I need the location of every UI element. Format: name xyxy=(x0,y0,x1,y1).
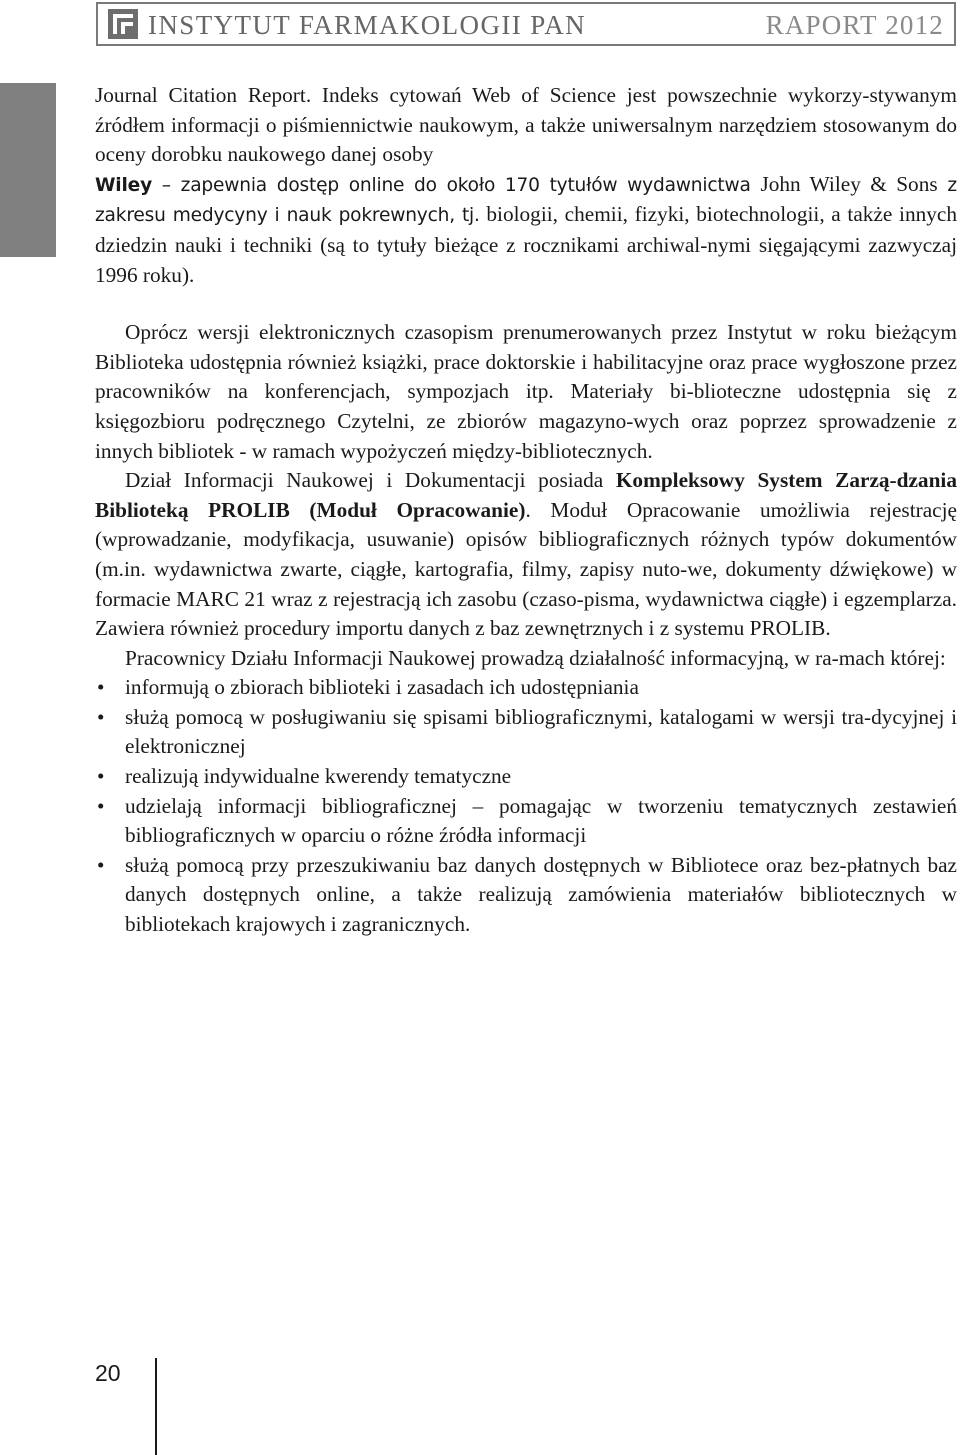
header-title: INSTYTUT FARMAKOLOGII PAN xyxy=(148,10,587,40)
list-item-text: służą pomocą w posługiwaniu się spisami bibliograficznymi, katalogami w wersji tra-dycyjnej i elektronicznej xyxy=(125,704,957,759)
list-item xyxy=(95,762,957,792)
paragraph-prolib xyxy=(95,466,957,644)
list-item-text: informują o zbiorach biblioteki i zasadach ich udostępniania xyxy=(125,675,639,700)
list-item-text: służą pomocą przy przeszukiwaniu baz danych dostępnych w Bibliotece oraz bez-płatnych baz danych dostępnych online, a także realizują zamówienia materiałów bibliotecznych w bibliotekach krajowych i zagranicznych. xyxy=(125,852,957,937)
paragraph-journal-citation xyxy=(95,81,957,290)
page-header xyxy=(96,2,956,46)
prolib-bold-term: Kompleksowy System Zarzą-dzania Biblioteką PROLIB (Moduł Opracowanie) xyxy=(95,468,957,522)
paragraph-text: Dział Informacji Naukowej i Dokumentacji posiada xyxy=(125,468,616,493)
bullet-icon: • xyxy=(97,675,105,700)
paragraph-text: – zapewnia dostęp online do około 170 tytułów wydawnictwa xyxy=(152,174,761,196)
activities-list xyxy=(95,673,957,939)
paragraph-text: . Moduł Opracowanie umożliwia rejestrację (wprowadzanie, modyfikacja, usuwanie) opisów bibliograficznych różnych typów dokumentów (m.in. wydawnictwa zwarte, ciągłe, kartografia, filmy, zapisy nuto-we, dokumenty dźwiękowe) w formacie MARC 21 wraz z rejestracją ich zasobu (czaso-pisma, wydawnictwa ciągłe) i egzemplarza. Zawiera również procedury importu danych z baz zewnętrznych i z systemu PROLIB. xyxy=(95,497,957,641)
paragraph-text: z zakresu medycyny i nauk pokrewnych, tj. xyxy=(95,174,957,227)
list-item xyxy=(95,673,957,703)
paragraph-staff-activities: Pracownicy Działu Informacji Naukowej prowadzą działalność informacyjną, w ra-mach której: xyxy=(125,645,946,670)
page-number: 20 xyxy=(95,1360,121,1386)
list-item-text: realizują indywidualne kwerendy tematyczne xyxy=(125,764,512,789)
bullet-icon: • xyxy=(97,852,105,877)
bullet-icon: • xyxy=(97,764,105,789)
paragraph-text: Journal Citation Report. Indeks cytowań Web of Science jest powszechnie wykorzy-stywanym źródłem informacji o piśmiennictwie naukowym, a także uniwersalnym narzędziem stosowanym do oceny dorobku naukowego danej osoby xyxy=(95,83,957,167)
footer-divider xyxy=(155,1358,157,1455)
paragraph-gap xyxy=(95,290,957,318)
list-item xyxy=(95,851,957,940)
list-item xyxy=(95,703,957,762)
list-item-text: udzielają informacji bibliograficznej – pomagając w tworzeniu tematycznych zestawień bibliograficznych w oparciu o różne źródła informacji xyxy=(125,793,957,848)
main-content xyxy=(95,81,957,940)
paragraph-text: biologii, chemii, fizyki, biotechnologii, a także innych dziedzin nauki i techniki (są to tytuły bieżące z rocznikami archiwal-nymi sięgającymi zazwyczaj 1996 roku). xyxy=(95,202,957,287)
wiley-bold-term: Wiley xyxy=(95,174,152,196)
institute-logo-icon xyxy=(108,9,138,39)
header-report-year: RAPORT 2012 xyxy=(765,10,944,40)
list-item xyxy=(95,792,957,851)
paragraph-library-resources: Oprócz wersji elektronicznych czasopism prenumerowanych przez Instytut w roku bieżącym Biblioteka udostępnia również książki, prace doktorskie i habilitacyjne oraz prace wygłoszone przez pracowników na konferencjach, sympozjach itp. Materiały bi-blioteczne udostępnia się z księgozbioru podręcznego Czytelni, ze zbiorów magazyno-wych oraz poprzez sprowadzenie z innych bibliotek - w ramach wypożyczeń między-bibliotecznych. xyxy=(95,320,957,463)
bullet-icon: • xyxy=(97,793,105,818)
paragraph-text: John Wiley & Sons xyxy=(760,171,938,196)
side-tab-decoration xyxy=(0,83,56,257)
bullet-icon: • xyxy=(97,704,105,729)
